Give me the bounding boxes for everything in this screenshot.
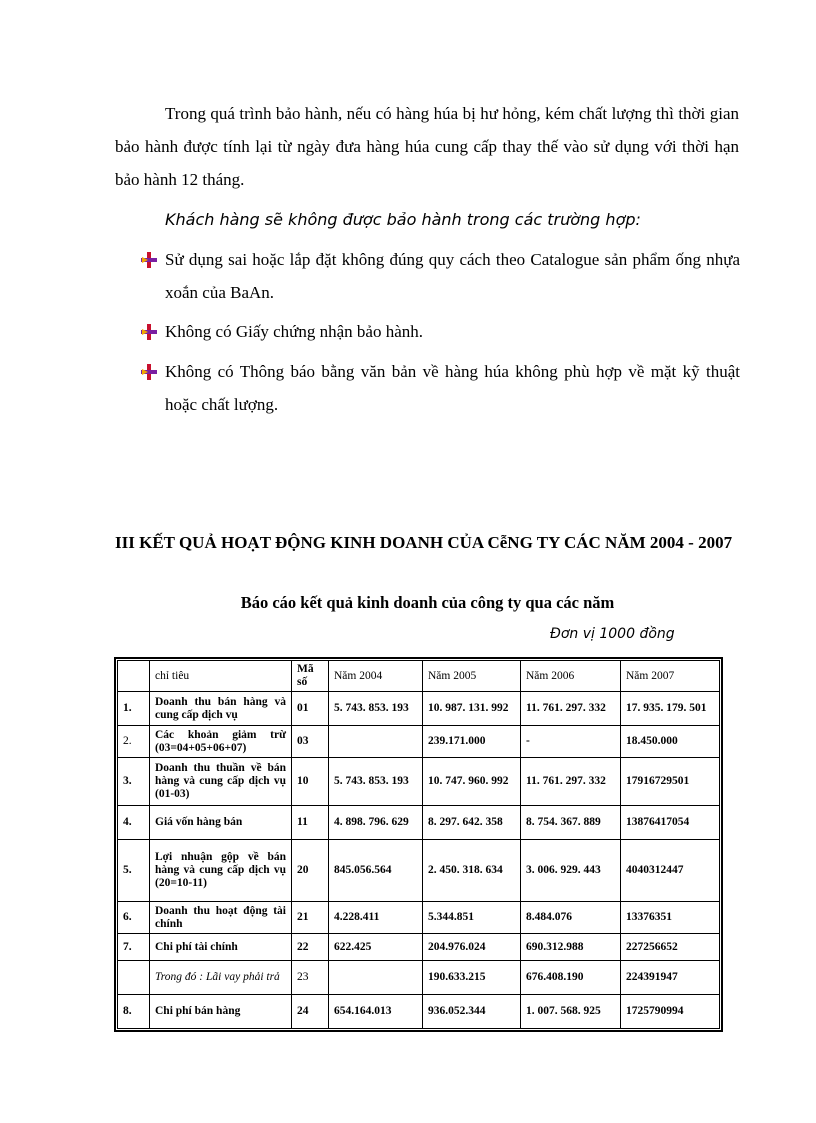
bullet-text: Không có Giấy chứng nhận bảo hành. [165,322,424,341]
bullet-item [140,355,740,421]
value-2004: 4.228.411 [329,902,423,934]
header-cell: Năm 2004 [329,661,423,692]
bullet-item [140,243,740,309]
value-2004: 622.425 [329,934,423,961]
table-row [118,934,720,961]
value-2005: 2. 450. 318. 634 [423,840,521,902]
plus-arrow-icon [140,251,158,269]
value-2005: 936.052.344 [423,995,521,1029]
value-2004: 5. 743. 853. 193 [329,692,423,726]
row-number: 2. [118,726,150,758]
table-row [118,806,720,840]
value-2006: - [521,726,621,758]
row-item: Các khoản giảm trừ (03=04+05+06+07) [150,726,292,758]
row-number: 6. [118,902,150,934]
value-2005: 5.344.851 [423,902,521,934]
row-item: Trong đó : Lãi vay phải trả [150,961,292,995]
row-code: 01 [292,692,329,726]
row-number [118,961,150,995]
row-number: 1. [118,692,150,726]
value-2007: 17. 935. 179. 501 [621,692,720,726]
table-row [118,726,720,758]
value-2004: 5. 743. 853. 193 [329,758,423,806]
plus-arrow-icon [140,363,158,381]
row-code: 23 [292,961,329,995]
bullet-text: Không có Thông báo bằng văn bản về hàng húa không phù hợp về mặt kỹ thuật hoặc chất lượng. [165,362,740,414]
table-row [118,902,720,934]
row-number: 7. [118,934,150,961]
table-header-row [118,661,720,692]
value-2006: 676.408.190 [521,961,621,995]
row-code: 11 [292,806,329,840]
row-number: 8. [118,995,150,1029]
value-2004: 4. 898. 796. 629 [329,806,423,840]
value-2006: 3. 006. 929. 443 [521,840,621,902]
row-code: 22 [292,934,329,961]
results-table-frame [114,657,723,1032]
table-row [118,692,720,726]
table-row [118,840,720,902]
row-item: Doanh thu thuần về bán hàng và cung cấp dịch vụ (01-03) [150,758,292,806]
value-2006: 11. 761. 297. 332 [521,692,621,726]
header-cell: Năm 2006 [521,661,621,692]
row-item: Doanh thu bán hàng và cung cấp dịch vụ [150,692,292,726]
plus-arrow-icon [140,323,158,341]
row-code: 03 [292,726,329,758]
value-2005: 204.976.024 [423,934,521,961]
value-2007: 17916729501 [621,758,720,806]
value-2005: 10. 747. 960. 992 [423,758,521,806]
report-title: Báo cáo kết quả kinh doanh của công ty qua các năm [240,593,615,612]
value-2006: 690.312.988 [521,934,621,961]
value-2007: 13376351 [621,902,720,934]
header-cell [118,661,150,692]
row-number: 5. [118,840,150,902]
row-item: Chi phí bán hàng [150,995,292,1029]
unit-label: Đơn vị 1000 đồng [550,626,675,642]
row-code: 20 [292,840,329,902]
value-2004 [329,961,423,995]
section-heading: III KẾT QUẢ HOẠT ĐỘNG KINH DOANH CỦA CễNG TY CÁC NĂM 2004 - 2007 [115,533,733,552]
value-2005: 190.633.215 [423,961,521,995]
header-cell: Năm 2005 [423,661,521,692]
row-item: Lợi nhuận gộp về bán hàng và cung cấp dịch vụ (20=10-11) [150,840,292,902]
value-2007: 13876417054 [621,806,720,840]
row-code: 10 [292,758,329,806]
row-number: 3. [118,758,150,806]
header-cell: Mã số [292,661,329,692]
value-2006: 8. 754. 367. 889 [521,806,621,840]
table-row [118,758,720,806]
value-2004 [329,726,423,758]
table-row [118,961,720,995]
paragraph-warranty: Trong quá trình bảo hành, nếu có hàng húa bị hư hỏng, kém chất lượng thì thời gian bảo hành được tính lại từ ngày đưa hàng húa cung cấp thay thế vào sử dụng với thời hạn bảo hành 12 tháng. [115,104,739,189]
value-2006: 1. 007. 568. 925 [521,995,621,1029]
row-item: Giá vốn hàng bán [150,806,292,840]
row-item: Chi phí tài chính [150,934,292,961]
value-2004: 654.164.013 [329,995,423,1029]
value-2007: 1725790994 [621,995,720,1029]
row-code: 24 [292,995,329,1029]
value-2005: 8. 297. 642. 358 [423,806,521,840]
table-row [118,995,720,1029]
header-cell: chỉ tiêu [150,661,292,692]
value-2007: 18.450.000 [621,726,720,758]
value-2007: 4040312447 [621,840,720,902]
value-2005: 10. 987. 131. 992 [423,692,521,726]
row-item: Doanh thu hoạt động tài chính [150,902,292,934]
value-2006: 8.484.076 [521,902,621,934]
value-2007: 224391947 [621,961,720,995]
value-2006: 11. 761. 297. 332 [521,758,621,806]
row-number: 4. [118,806,150,840]
value-2007: 227256652 [621,934,720,961]
paragraph-exclusions-intro: Khách hàng sẽ không được bảo hành trong các trường hợp: [165,210,641,229]
results-table [117,660,720,1029]
row-code: 21 [292,902,329,934]
bullet-item [140,315,740,348]
bullet-text: Sử dụng sai hoặc lắp đặt không đúng quy cách theo Catalogue sản phẩm ống nhựa xoắn của BaAn. [165,250,740,302]
value-2004: 845.056.564 [329,840,423,902]
value-2005: 239.171.000 [423,726,521,758]
header-cell: Năm 2007 [621,661,720,692]
